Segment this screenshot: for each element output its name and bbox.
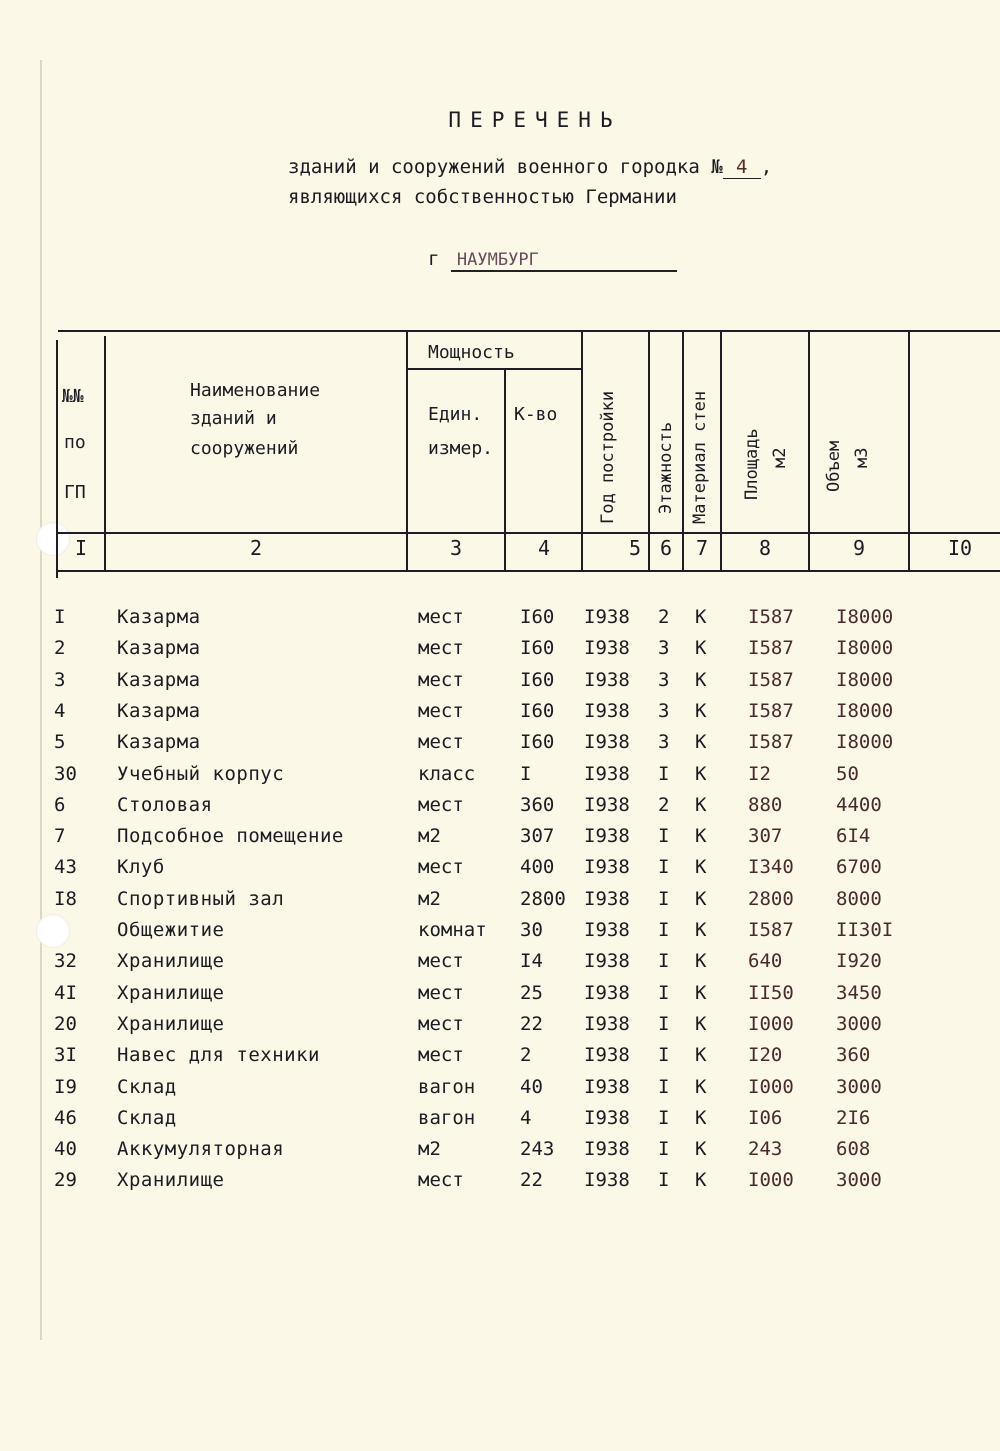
- table-row: [0, 731, 1000, 761]
- row-number: 40: [54, 1138, 77, 1161]
- building-name: Общежитие: [117, 919, 225, 941]
- wall-material: К: [695, 668, 707, 691]
- area-m2: I587: [748, 699, 794, 722]
- unit-of-measure: м2: [418, 887, 441, 910]
- table-row: [0, 606, 1000, 636]
- header-material: Материал стен: [690, 390, 710, 524]
- wall-material: К: [695, 825, 707, 848]
- header-name-line2: зданий и: [190, 408, 277, 429]
- floors: 2: [658, 606, 670, 628]
- building-name: Хранилище: [117, 1169, 225, 1192]
- year-built: I938: [584, 1169, 630, 1192]
- column-number: 3: [449, 536, 463, 560]
- table-row: [0, 700, 1000, 730]
- header-num-line1: №№: [62, 386, 84, 407]
- unit-of-measure: мест: [418, 699, 464, 722]
- volume-m3: I8000: [836, 699, 894, 722]
- year-built: I938: [584, 1106, 630, 1129]
- area-m2: I340: [748, 856, 794, 879]
- quantity: 360: [520, 793, 555, 816]
- volume-m3: 2I6: [836, 1106, 871, 1129]
- row-number: 30: [54, 762, 77, 785]
- unit-of-measure: вагон: [418, 1106, 476, 1129]
- year-built: I938: [584, 699, 630, 722]
- unit-of-measure: мест: [418, 1169, 464, 1192]
- unit-of-measure: мест: [418, 731, 464, 754]
- year-built: I938: [584, 919, 630, 941]
- area-m2: I06: [748, 1106, 783, 1129]
- header-unit-line1: Един.: [428, 404, 483, 425]
- table-row: [0, 982, 1000, 1012]
- building-name: Казарма: [117, 668, 201, 691]
- unit-of-measure: мест: [418, 606, 464, 628]
- building-name: Казарма: [117, 637, 201, 660]
- unit-of-measure: вагон: [418, 1075, 476, 1098]
- table-row: [0, 1044, 1000, 1074]
- row-number: 3I: [54, 1044, 77, 1067]
- floors: I: [658, 825, 670, 848]
- unit-of-measure: мест: [418, 981, 464, 1004]
- row-number: 20: [54, 1012, 77, 1035]
- wall-material: К: [695, 731, 707, 754]
- table-row: [0, 637, 1000, 667]
- area-m2: I2: [748, 762, 771, 785]
- row-number: 29: [54, 1169, 77, 1192]
- volume-m3: I8000: [836, 731, 894, 754]
- wall-material: К: [695, 981, 707, 1004]
- floors: I: [658, 1075, 670, 1098]
- building-name: Навес для техники: [117, 1044, 320, 1067]
- year-built: I938: [584, 825, 630, 848]
- header-volume-line2: м3: [852, 447, 872, 468]
- floors: I: [658, 950, 670, 973]
- header-num-line2: по: [64, 432, 86, 453]
- unit-of-measure: м2: [418, 1138, 441, 1161]
- area-m2: 243: [748, 1138, 783, 1161]
- row-number: I: [54, 606, 66, 628]
- row-number: 4I: [54, 981, 77, 1004]
- floors: 3: [658, 731, 670, 754]
- volume-m3: I920: [836, 950, 882, 973]
- unit-of-measure: мест: [418, 793, 464, 816]
- header-floors: Этажность: [656, 421, 676, 514]
- quantity: 30: [520, 919, 543, 941]
- quantity: 243: [520, 1138, 555, 1161]
- volume-m3: 3450: [836, 981, 882, 1004]
- volume-m3: 6700: [836, 856, 882, 879]
- column-number: I: [74, 536, 88, 560]
- row-number: I9: [54, 1075, 77, 1098]
- wall-material: К: [695, 1106, 707, 1129]
- table-row: [0, 763, 1000, 793]
- volume-m3: I8000: [836, 668, 894, 691]
- year-built: I938: [584, 981, 630, 1004]
- year-built: I938: [584, 793, 630, 816]
- year-built: I938: [584, 1044, 630, 1067]
- wall-material: К: [695, 1138, 707, 1161]
- header-name-line3: сооружений: [190, 438, 299, 459]
- city-prefix: г: [428, 248, 440, 270]
- floors: I: [658, 1012, 670, 1035]
- volume-m3: II30I: [836, 919, 894, 941]
- row-number: 7: [54, 825, 66, 848]
- quantity: 2800: [520, 887, 566, 910]
- quantity: I60: [520, 668, 555, 691]
- quantity: 4: [520, 1106, 532, 1129]
- table-row: [0, 825, 1000, 855]
- quantity: 400: [520, 856, 555, 879]
- building-name: Спортивный зал: [117, 887, 285, 910]
- unit-of-measure: мест: [418, 950, 464, 973]
- year-built: I938: [584, 1075, 630, 1098]
- floors: I: [658, 1106, 670, 1129]
- year-built: I938: [584, 950, 630, 973]
- table-row: [0, 1169, 1000, 1199]
- quantity: I4: [520, 950, 543, 973]
- volume-m3: I8000: [836, 637, 894, 660]
- header-capacity-rule: [408, 368, 582, 370]
- building-name: Аккумуляторная: [117, 1138, 285, 1161]
- floors: 2: [658, 793, 670, 816]
- volume-m3: 608: [836, 1138, 871, 1161]
- header-top-rule: [58, 330, 1000, 332]
- wall-material: К: [695, 699, 707, 722]
- column-number: 5: [628, 536, 641, 560]
- floors: I: [658, 1044, 670, 1067]
- building-name: Учебный корпус: [117, 762, 285, 785]
- header-name-line1: Наименование: [190, 380, 321, 401]
- wall-material: К: [695, 637, 707, 660]
- header-num-line3: ГП: [64, 482, 86, 503]
- document-title: ПЕРЕЧЕНЬ: [448, 108, 622, 132]
- quantity: I60: [520, 637, 555, 660]
- column-number: 2: [249, 536, 263, 560]
- building-name: Хранилище: [117, 981, 225, 1004]
- unit-of-measure: класс: [418, 762, 476, 785]
- header-bottom-rule: [56, 532, 1000, 534]
- wall-material: К: [695, 793, 707, 816]
- table-row: [0, 1013, 1000, 1043]
- table-row: [0, 888, 1000, 918]
- area-m2: 307: [748, 825, 783, 848]
- quantity: 307: [520, 825, 555, 848]
- year-built: I938: [584, 762, 630, 785]
- building-name: Столовая: [117, 793, 213, 816]
- column-number: I0: [947, 536, 973, 560]
- unit-of-measure: м2: [418, 825, 441, 848]
- area-m2: I587: [748, 637, 794, 660]
- area-m2: I000: [748, 1169, 794, 1192]
- subtitle-line-1-text: зданий и сооружений военного городка №: [288, 156, 723, 178]
- column-number: 9: [852, 536, 866, 560]
- building-name: Казарма: [117, 606, 201, 628]
- header-year: Год постройки: [598, 390, 618, 524]
- header-unit-line2: измер.: [428, 438, 494, 459]
- row-number: 3: [54, 668, 66, 691]
- area-m2: II50: [748, 981, 794, 1004]
- floors: 3: [658, 637, 670, 660]
- subtitle-line-2: являющихся собственностью Германии: [288, 186, 677, 208]
- wall-material: К: [695, 762, 707, 785]
- unit-of-measure: комнат: [418, 919, 487, 941]
- wall-material: К: [695, 856, 707, 879]
- floors: I: [658, 887, 670, 910]
- town-number: 4: [723, 156, 761, 179]
- column-number: 8: [758, 536, 772, 560]
- volume-m3: 3000: [836, 1012, 882, 1035]
- quantity: 2: [520, 1044, 532, 1067]
- volume-m3: 360: [836, 1044, 871, 1067]
- area-m2: I587: [748, 668, 794, 691]
- area-m2: I587: [748, 731, 794, 754]
- year-built: I938: [584, 887, 630, 910]
- area-m2: I587: [748, 919, 794, 941]
- quantity: 40: [520, 1075, 543, 1098]
- table-row: [0, 669, 1000, 699]
- floors: I: [658, 1138, 670, 1161]
- table-row: [0, 1076, 1000, 1106]
- table-row: [0, 919, 1000, 949]
- city-name: НАУМБУРГ: [451, 250, 677, 272]
- building-name: Хранилище: [117, 950, 225, 973]
- area-m2: I587: [748, 606, 794, 628]
- column-number: 7: [695, 536, 709, 560]
- quantity: I60: [520, 606, 555, 628]
- wall-material: К: [695, 1012, 707, 1035]
- wall-material: К: [695, 1169, 707, 1192]
- volume-m3: 4400: [836, 793, 882, 816]
- table-row: [0, 794, 1000, 824]
- building-name: Клуб: [117, 856, 165, 879]
- floors: 3: [658, 668, 670, 691]
- header-area-line2: м2: [770, 447, 790, 468]
- year-built: I938: [584, 1138, 630, 1161]
- year-built: I938: [584, 856, 630, 879]
- table-row: [0, 856, 1000, 886]
- city-line: [428, 248, 677, 272]
- area-m2: I20: [748, 1044, 783, 1067]
- area-m2: 880: [748, 793, 783, 816]
- area-m2: I000: [748, 1012, 794, 1035]
- unit-of-measure: мест: [418, 637, 464, 660]
- building-name: Казарма: [117, 699, 201, 722]
- column-number: 6: [659, 536, 673, 560]
- building-name: Склад: [117, 1075, 177, 1098]
- floors: I: [658, 1169, 670, 1192]
- row-number: 43: [54, 856, 77, 879]
- floors: I: [658, 981, 670, 1004]
- volume-m3: 50: [836, 762, 859, 785]
- quantity: 25: [520, 981, 543, 1004]
- quantity: I60: [520, 699, 555, 722]
- building-name: Склад: [117, 1106, 177, 1129]
- header-area-line1: Площадь: [742, 428, 762, 500]
- row-number: I8: [54, 887, 77, 910]
- building-name: Хранилище: [117, 1012, 225, 1035]
- quantity: I: [520, 762, 532, 785]
- unit-of-measure: мест: [418, 1012, 464, 1035]
- header-capacity: Мощность: [428, 342, 515, 363]
- row-number: 5: [54, 731, 66, 754]
- quantity: I60: [520, 731, 555, 754]
- table-row: [0, 1138, 1000, 1168]
- year-built: I938: [584, 606, 630, 628]
- volume-m3: 3000: [836, 1075, 882, 1098]
- col-line-9: [908, 332, 910, 572]
- floors: I: [658, 856, 670, 879]
- column-number: 4: [537, 536, 551, 560]
- year-built: I938: [584, 668, 630, 691]
- volume-m3: I8000: [836, 606, 894, 628]
- row-number: 32: [54, 950, 77, 973]
- wall-material: К: [695, 1044, 707, 1067]
- building-name: Казарма: [117, 731, 201, 754]
- subtitle-line-1: [288, 156, 772, 179]
- unit-of-measure: мест: [418, 856, 464, 879]
- floors: I: [658, 762, 670, 785]
- header-qty: К-во: [514, 404, 558, 425]
- floors: 3: [658, 699, 670, 722]
- area-m2: 2800: [748, 887, 794, 910]
- volume-m3: 6I4: [836, 825, 871, 848]
- header-volume-line1: Объем: [824, 440, 844, 492]
- quantity: 22: [520, 1169, 543, 1192]
- row-number: 4: [54, 699, 66, 722]
- row-number: 2: [54, 637, 66, 660]
- quantity: 22: [520, 1012, 543, 1035]
- wall-material: К: [695, 950, 707, 973]
- table-row: [0, 1107, 1000, 1137]
- wall-material: К: [695, 887, 707, 910]
- row-number: 46: [54, 1106, 77, 1129]
- year-built: I938: [584, 637, 630, 660]
- subtitle-line-1-suffix: ,: [760, 156, 773, 178]
- building-name: Подсобное помещение: [117, 825, 344, 848]
- year-built: I938: [584, 1012, 630, 1035]
- table-row: [0, 950, 1000, 980]
- column-numbers-rule: [56, 570, 1000, 572]
- floors: I: [658, 919, 670, 941]
- row-number: 6: [54, 793, 66, 816]
- unit-of-measure: мест: [418, 668, 464, 691]
- wall-material: К: [695, 606, 707, 628]
- volume-m3: 8000: [836, 887, 882, 910]
- area-m2: I000: [748, 1075, 794, 1098]
- wall-material: К: [695, 1075, 707, 1098]
- area-m2: 640: [748, 950, 783, 973]
- volume-m3: 3000: [836, 1169, 882, 1192]
- year-built: I938: [584, 731, 630, 754]
- wall-material: К: [695, 919, 707, 941]
- unit-of-measure: мест: [418, 1044, 464, 1067]
